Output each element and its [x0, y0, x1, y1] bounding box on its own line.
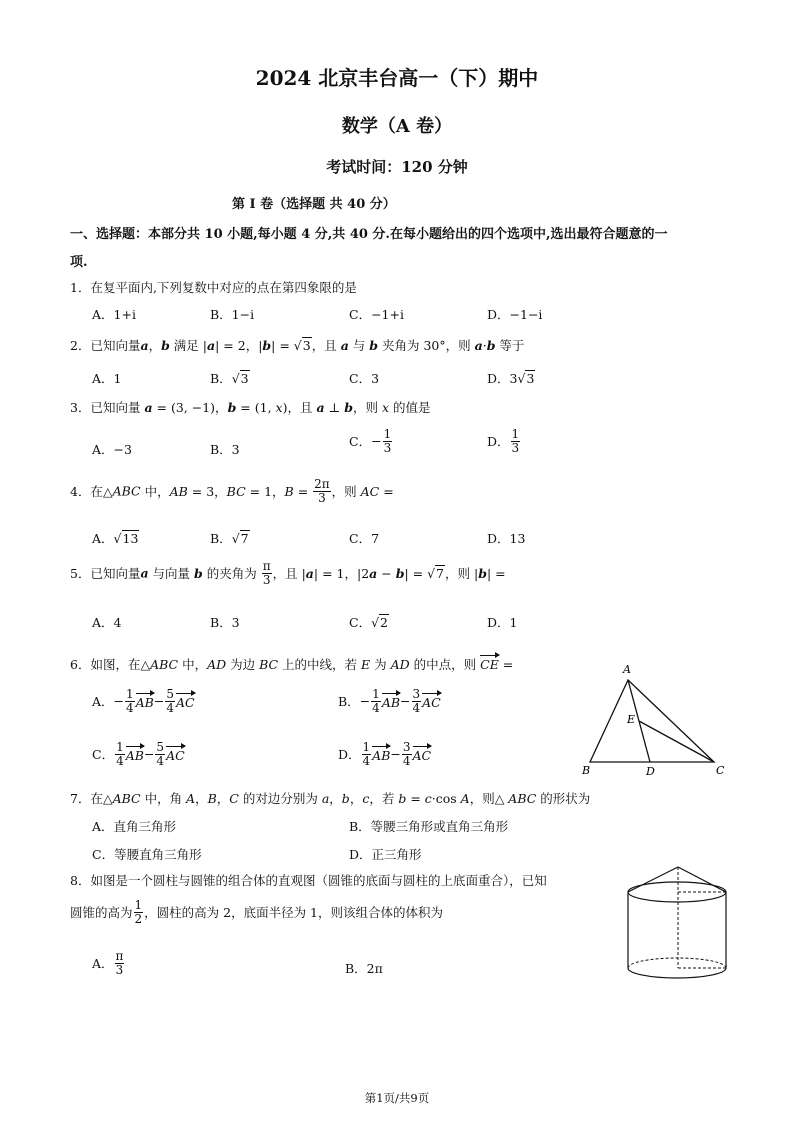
q3-option-d[interactable]: D． $\frac{1}{3}$ — [487, 427, 520, 455]
segment-ce — [639, 721, 714, 762]
section-instructions-line1: 一、选择题：本部分共 10 小题,每小题 4 分,共 40 分.在每小题给出的四个选项中,选出最符合题意的一 — [70, 227, 668, 242]
cylinder-cone-figure — [622, 862, 732, 992]
q4-option-b[interactable]: B．√7 — [210, 531, 249, 546]
q4-option-d[interactable]: D．13 — [487, 531, 526, 546]
label-d: D — [646, 765, 655, 778]
q7-option-d[interactable]: D．正三角形 — [349, 847, 422, 862]
q7-option-c[interactable]: C．等腰直角三角形 — [92, 847, 202, 862]
q8-stem-line1: 8．如图是一个圆柱与圆锥的组合体的直观图（圆锥的底面与圆柱的上底面重合），已知 — [70, 873, 547, 888]
q5-stem: 5．已知向量a 与向量 b 的夹角为 $\frac{\pi}{3}$ ，且 |a| = 1，|2a − b| = √7，则 |b| = — [70, 559, 506, 587]
q5-option-b[interactable]: B．3 — [210, 615, 240, 630]
q1-option-b[interactable]: B．1−i — [210, 307, 255, 322]
label-e: E — [627, 713, 636, 726]
q4-option-a[interactable]: A．√13 — [92, 531, 139, 546]
q3-stem: 3．已知向量 a = (3, −1)，b = (1, x)，且 a ⊥ b，则 x 的值是 — [70, 400, 431, 415]
triangle-abc — [590, 680, 714, 762]
q3-option-a[interactable]: A．−3 — [92, 442, 132, 457]
q4-option-c[interactable]: C．7 — [349, 531, 380, 546]
label-c: C — [716, 764, 725, 777]
q1-option-a[interactable]: A．1+i — [92, 307, 136, 322]
page-footer: 第1页/共9页 — [364, 1091, 430, 1105]
q3-option-b[interactable]: B．3 — [210, 442, 240, 457]
q8-stem-line2: 圆锥的高为 $\frac{1}{2}$ ，圆柱的高为 2，底面半径为 1，则该组合体的体积为 — [70, 898, 444, 926]
subject-title: 数学（A 卷） — [341, 116, 453, 137]
q3-option-c[interactable]: C．− $\frac{1}{3}$ — [349, 427, 392, 455]
q2-stem: 2．已知向量a，b 满足 |a| = 2，|b| = √3，且 a 与 b 夹角为 30°，则 a·b 等于 — [70, 338, 525, 353]
q8-option-b[interactable]: B．2π — [345, 961, 383, 976]
q6-option-d[interactable]: D． $\frac{1}{4}$ AB− $\frac{3}{4}$ AC — [338, 740, 432, 768]
q2-option-b[interactable]: B．√3 — [210, 371, 249, 386]
q2-option-c[interactable]: C．3 — [349, 371, 380, 386]
q2-option-d[interactable]: D．3√3 — [487, 371, 535, 386]
cone-left-edge — [628, 867, 678, 892]
q5-option-a[interactable]: A．4 — [92, 615, 122, 630]
q4-stem: 4．在△ABC 中，AB = 3，BC = 1，B = $\frac{2\pi}{3}$ ，则 AC = — [70, 477, 394, 505]
q8-option-a[interactable]: A． $\frac{\pi}{3}$ — [92, 949, 124, 977]
part-heading: 第 I 卷（选择题 共 40 分） — [232, 197, 396, 212]
q1-stem: 1．在复平面内,下列复数中对应的点在第四象限的是 — [70, 280, 357, 295]
q6-option-a[interactable]: A．− $\frac{1}{4}$ AB− $\frac{5}{4}$ AC — [92, 687, 195, 715]
q5-option-c[interactable]: C．√2 — [349, 615, 388, 630]
bottom-front-arc — [628, 968, 726, 978]
exam-time: 考试时间：120 分钟 — [326, 158, 468, 176]
triangle-figure — [578, 658, 728, 780]
section-instructions-line2: 项. — [70, 255, 88, 270]
q2-option-a[interactable]: A．1 — [92, 371, 122, 386]
q7-stem: 7．在△ABC 中，角 A，B，C 的对边分别为 a，b，c，若 b = c·cos A，则△ ABC 的形状为 — [70, 791, 591, 806]
q1-option-d[interactable]: D．−1−i — [487, 307, 543, 322]
bottom-back-arc — [628, 958, 726, 968]
label-b: B — [582, 764, 591, 777]
q7-option-a[interactable]: A．直角三角形 — [92, 819, 177, 834]
q6-option-b[interactable]: B．− $\frac{1}{4}$ AB− $\frac{3}{4}$ AC — [338, 687, 441, 715]
top-ellipse — [628, 882, 726, 902]
q1-option-c[interactable]: C．−1+i — [349, 307, 404, 322]
q6-option-c[interactable]: C． $\frac{1}{4}$ AB− $\frac{5}{4}$ AC — [92, 740, 185, 768]
q6-stem: 6．如图，在△ABC 中，AD 为边 BC 上的中线，若 E 为 AD 的中点，则 CE = — [70, 654, 513, 673]
cone-right-edge — [678, 867, 726, 892]
label-a: A — [623, 663, 631, 676]
q5-option-d[interactable]: D．1 — [487, 615, 518, 630]
page-title: 2024 北京丰台高一（下）期中 — [255, 66, 539, 90]
q7-option-b[interactable]: B．等腰三角形或直角三角形 — [349, 819, 509, 834]
